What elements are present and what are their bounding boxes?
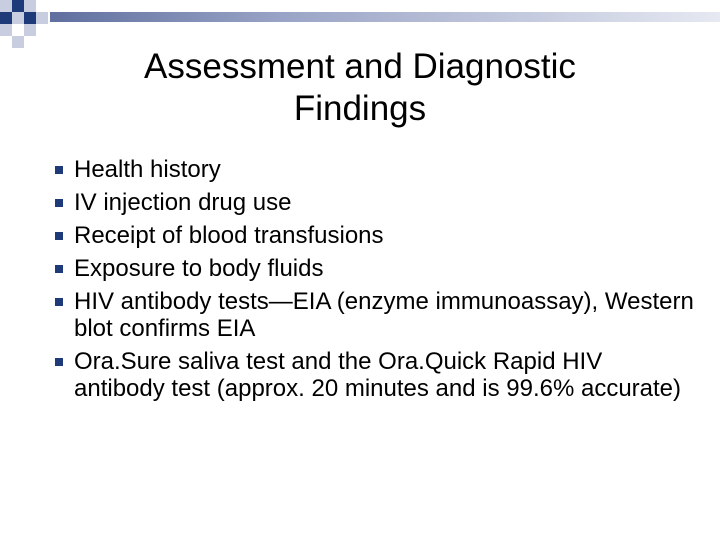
square-bullet-icon (55, 298, 63, 306)
slide-title-line-2: Findings (293, 89, 427, 128)
bullet-item (55, 348, 695, 402)
bullet-text: IV injection drug use (74, 189, 292, 216)
bullet-text: Exposure to body fluids (74, 255, 324, 282)
square-bullet-icon (55, 199, 63, 207)
slide-title-line-1: Assessment and Diagnostic (144, 47, 576, 86)
bullet-text: Receipt of blood transfusions (74, 222, 384, 249)
bullet-item (55, 222, 695, 249)
bullet-item (55, 255, 695, 282)
slide-title (60, 46, 660, 130)
square-bullet-icon (55, 232, 63, 240)
bullet-item (55, 189, 695, 216)
bullet-item (55, 156, 695, 183)
decorative-checker-banner (0, 0, 720, 48)
square-bullet-icon (55, 358, 63, 366)
bullet-text: HIV antibody tests—EIA (enzyme immunoassay), Western blot confirms EIA (74, 288, 694, 342)
bullet-list (55, 156, 695, 408)
bullet-text: Ora.Sure saliva test and the Ora.Quick Rapid HIV antibody test (approx. 20 minutes and is 99.6% accurate) (74, 348, 682, 402)
bullet-item (55, 288, 695, 342)
square-bullet-icon (55, 166, 63, 174)
bullet-text: Health history (74, 156, 221, 183)
square-bullet-icon (55, 265, 63, 273)
checker-pattern-graphic (0, 0, 720, 48)
